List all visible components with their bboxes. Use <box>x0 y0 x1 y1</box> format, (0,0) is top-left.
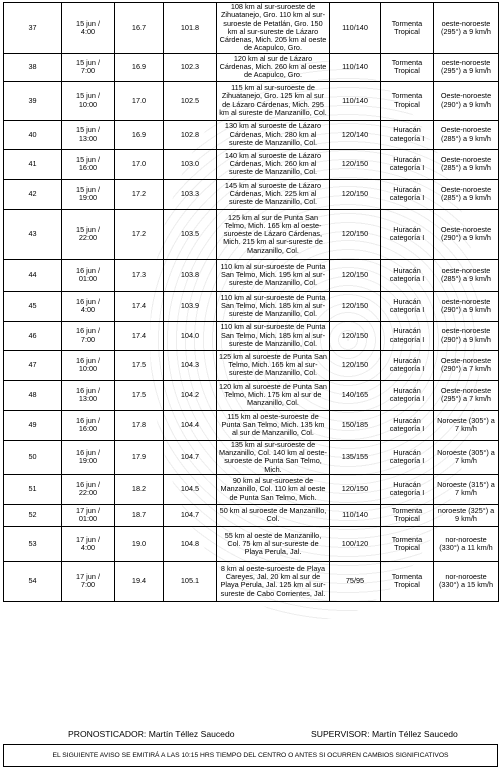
row-time: 22:00 <box>78 233 98 243</box>
row-movement: Oeste-noroeste (290°) a 9 km/h <box>434 81 499 120</box>
row-datetime <box>62 149 115 179</box>
row-movement: oeste-noroeste (295°) a 9 km/h <box>434 3 499 54</box>
advisory-table <box>3 2 499 602</box>
signature-line <box>3 726 498 743</box>
row-movement: nor-noroeste (330°) a 11 km/h <box>434 526 499 561</box>
row-classification: Tormenta Tropical <box>381 504 434 526</box>
row-location: 120 km al sur de Lázaro Cárdenas, Mich. 260 km al oeste de Acapulco, Gro. <box>217 53 330 81</box>
row-classification: Huracán categoría I <box>381 380 434 410</box>
row-longitude: 104.0 <box>164 321 217 350</box>
row-time: 4:00 <box>80 305 96 315</box>
row-movement: Noroeste (315°) a 7 km/h <box>434 474 499 504</box>
row-latitude: 17.2 <box>115 209 164 259</box>
row-date: 16 jun / <box>76 415 100 425</box>
row-latitude: 17.4 <box>115 321 164 350</box>
row-classification: Tormenta Tropical <box>381 53 434 81</box>
row-datetime <box>62 53 115 81</box>
row-wind: 110/140 <box>330 3 381 54</box>
forecaster-name: PRONOSTICADOR: Martín Téllez Saucedo <box>68 729 235 739</box>
row-movement: oeste-noroeste (290°) a 9 km/h <box>434 291 499 321</box>
row-location: 130 km al suroeste de Lázaro Cárdenas, Mich. 280 km al sureste de Manzanillo, Col. <box>217 120 330 149</box>
table-row <box>4 209 499 259</box>
row-time: 01:00 <box>78 514 98 524</box>
table-row <box>4 504 499 526</box>
row-datetime <box>62 120 115 149</box>
row-wind: 120/150 <box>330 259 381 291</box>
table-row <box>4 120 499 149</box>
row-movement: oeste-noroeste (290°) a 9 km/h <box>434 321 499 350</box>
row-time: 4:00 <box>80 542 96 552</box>
row-number: 48 <box>4 380 62 410</box>
row-date: 16 jun / <box>76 448 100 458</box>
row-wind: 120/150 <box>330 350 381 380</box>
row-latitude: 17.2 <box>115 179 164 209</box>
row-movement: Oeste-noroeste (285°) a 9 km/h <box>434 120 499 149</box>
row-latitude: 17.5 <box>115 380 164 410</box>
table-row <box>4 561 499 601</box>
row-date: 15 jun / <box>76 224 100 234</box>
row-classification: Huracán categoría I <box>381 321 434 350</box>
row-latitude: 17.9 <box>115 440 164 474</box>
advisory-rows <box>4 3 499 602</box>
row-longitude: 102.3 <box>164 53 217 81</box>
row-classification: Tormenta Tropical <box>381 526 434 561</box>
row-classification: Huracán categoría I <box>381 179 434 209</box>
row-latitude: 17.4 <box>115 291 164 321</box>
supervisor-name: SUPERVISOR: Martín Téllez Saucedo <box>311 729 458 739</box>
table-row <box>4 321 499 350</box>
row-classification: Tormenta Tropical <box>381 81 434 120</box>
row-time: 19:00 <box>78 193 98 203</box>
row-wind: 120/150 <box>330 149 381 179</box>
row-datetime <box>62 3 115 54</box>
row-location: 55 km al oeste de Manzanillo, Col. 75 km al sur-sureste de Playa Perula, Jal. <box>217 526 330 561</box>
row-wind: 120/150 <box>330 209 381 259</box>
table-row <box>4 291 499 321</box>
row-location: 120 km al suroeste de Punta San Telmo, Mich. 175 km al sur de Manzanillo, Col. <box>217 380 330 410</box>
row-longitude: 103.8 <box>164 259 217 291</box>
row-number: 52 <box>4 504 62 526</box>
row-longitude: 104.7 <box>164 504 217 526</box>
row-location: 50 km al suroeste de Manzanillo, Col. <box>217 504 330 526</box>
row-classification: Huracán categoría I <box>381 350 434 380</box>
row-wind: 135/155 <box>330 440 381 474</box>
row-date: 16 jun / <box>76 385 100 395</box>
row-classification: Huracán categoría I <box>381 120 434 149</box>
row-location: 115 km al oeste-suroeste de Punta San Telmo, Mich. 135 km al sur de Manzanillo, Col. <box>217 410 330 440</box>
row-movement: oeste-noroeste (295°) a 9 km/h <box>434 53 499 81</box>
row-date: 16 jun / <box>76 296 100 306</box>
row-latitude: 17.3 <box>115 259 164 291</box>
row-time: 22:00 <box>78 488 98 498</box>
row-longitude: 104.4 <box>164 410 217 440</box>
row-longitude: 104.3 <box>164 350 217 380</box>
row-latitude: 17.5 <box>115 350 164 380</box>
row-datetime <box>62 259 115 291</box>
table-row <box>4 526 499 561</box>
row-datetime <box>62 410 115 440</box>
row-time: 13:00 <box>78 394 98 404</box>
row-number: 49 <box>4 410 62 440</box>
row-number: 38 <box>4 53 62 81</box>
row-longitude: 104.7 <box>164 440 217 474</box>
row-date: 15 jun / <box>76 184 100 194</box>
row-latitude: 19.4 <box>115 561 164 601</box>
row-wind: 120/150 <box>330 321 381 350</box>
row-number: 37 <box>4 3 62 54</box>
row-latitude: 16.9 <box>115 53 164 81</box>
table-row <box>4 179 499 209</box>
row-location: 90 km al sur-suroeste de Manzanillo, Col. 110 km al oeste de Punta San Telmo, Mich. <box>217 474 330 504</box>
row-longitude: 105.1 <box>164 561 217 601</box>
row-date: 15 jun / <box>76 57 100 67</box>
row-time: 4:00 <box>80 26 96 36</box>
row-latitude: 18.7 <box>115 504 164 526</box>
row-date: 17 jun / <box>76 506 100 516</box>
row-date: 15 jun / <box>76 154 100 164</box>
table-row <box>4 53 499 81</box>
row-date: 16 jun / <box>76 265 100 275</box>
row-wind: 110/140 <box>330 504 381 526</box>
row-movement: Noroeste (305°) a 7 km/h <box>434 440 499 474</box>
row-wind: 120/150 <box>330 474 381 504</box>
row-datetime <box>62 474 115 504</box>
row-longitude: 103.3 <box>164 179 217 209</box>
row-wind: 140/165 <box>330 380 381 410</box>
row-location: 115 km al sur-suroeste de Zihuatanejo, Gro. 125 km al sur de Lázaro Cárdenas, Mich. 295 km al sureste de Manzanillo, Col. <box>217 81 330 120</box>
table-row <box>4 474 499 504</box>
row-classification: Huracán categoría I <box>381 259 434 291</box>
row-location: 8 km al oeste-suroeste de Playa Careyes, Jal. 20 km al sur de Playa Perula, Jal. 125 km al sur-sureste de Cabo Corrientes, Jal. <box>217 561 330 601</box>
row-classification: Huracán categoría I <box>381 474 434 504</box>
row-datetime <box>62 321 115 350</box>
row-datetime <box>62 526 115 561</box>
row-time: 10:00 <box>78 364 98 374</box>
table-row <box>4 350 499 380</box>
row-movement: Oeste-noroeste (285°) a 9 km/h <box>434 149 499 179</box>
row-number: 50 <box>4 440 62 474</box>
row-datetime <box>62 350 115 380</box>
row-longitude: 104.8 <box>164 526 217 561</box>
row-date: 15 jun / <box>76 125 100 135</box>
row-location: 135 km al sur-suroeste de Manzanillo, Col. 140 km al oeste-suroeste de Punta San Telmo, Mich. <box>217 440 330 474</box>
row-wind: 120/150 <box>330 291 381 321</box>
row-movement: nor-noroeste (330°) a 15 km/h <box>434 561 499 601</box>
row-datetime <box>62 291 115 321</box>
row-time: 7:00 <box>80 334 96 344</box>
row-date: 17 jun / <box>76 534 100 544</box>
row-number: 46 <box>4 321 62 350</box>
row-location: 108 km al sur-suroeste de Zihuatanejo, Gro. 110 km al sur-suroeste de Petatlán, Gro. 150 km al sur-sureste de Lázaro Cárdenas, Mich. 205 km al oeste de Acapulco, Gro. <box>217 3 330 54</box>
row-number: 40 <box>4 120 62 149</box>
row-number: 44 <box>4 259 62 291</box>
row-datetime <box>62 504 115 526</box>
row-latitude: 17.0 <box>115 149 164 179</box>
row-date: 17 jun / <box>76 572 100 582</box>
row-longitude: 102.8 <box>164 120 217 149</box>
row-number: 54 <box>4 561 62 601</box>
row-time: 16:00 <box>78 163 98 173</box>
row-date: 16 jun / <box>76 326 100 336</box>
row-classification: Tormenta Tropical <box>381 3 434 54</box>
row-time: 7:00 <box>80 580 96 590</box>
row-number: 47 <box>4 350 62 380</box>
row-location: 110 km al sur-suroeste de Punta San Telmo, Mich. 185 km al sur-sureste de Manzanillo, Col. <box>217 291 330 321</box>
row-wind: 120/150 <box>330 179 381 209</box>
row-location: 145 km al suroeste de Lázaro Cárdenas, Mich. 225 km al sureste de Manzanillo, Col. <box>217 179 330 209</box>
row-classification: Huracán categoría I <box>381 291 434 321</box>
row-time: 16:00 <box>78 424 98 434</box>
row-number: 53 <box>4 526 62 561</box>
row-latitude: 17.0 <box>115 81 164 120</box>
row-classification: Tormenta Tropical <box>381 561 434 601</box>
table-row <box>4 410 499 440</box>
row-latitude: 18.2 <box>115 474 164 504</box>
row-wind: 110/140 <box>330 81 381 120</box>
row-movement: Oeste-noroeste (290°) a 9 km/h <box>434 209 499 259</box>
row-classification: Huracán categoría I <box>381 440 434 474</box>
row-datetime <box>62 209 115 259</box>
row-latitude: 19.0 <box>115 526 164 561</box>
table-row <box>4 380 499 410</box>
row-datetime <box>62 81 115 120</box>
row-wind: 110/140 <box>330 53 381 81</box>
row-datetime <box>62 380 115 410</box>
row-longitude: 103.5 <box>164 209 217 259</box>
row-time: 7:00 <box>80 66 96 76</box>
row-time: 10:00 <box>78 99 98 109</box>
row-date: 15 jun / <box>76 18 100 28</box>
row-number: 51 <box>4 474 62 504</box>
row-latitude: 17.8 <box>115 410 164 440</box>
row-time: 01:00 <box>78 274 98 284</box>
row-wind: 120/140 <box>330 120 381 149</box>
row-longitude: 102.5 <box>164 81 217 120</box>
row-date: 16 jun / <box>76 480 100 490</box>
row-longitude: 103.9 <box>164 291 217 321</box>
row-location: 110 km al sur-suroeste de Punta San Telmo, Mich. 185 km al sur-sureste de Manzanillo, Col. <box>217 321 330 350</box>
row-longitude: 101.8 <box>164 3 217 54</box>
row-wind: 100/120 <box>330 526 381 561</box>
table-row <box>4 440 499 474</box>
row-number: 43 <box>4 209 62 259</box>
row-movement: Oeste-noroeste (295°) a 7 km/h <box>434 380 499 410</box>
row-classification: Huracán categoría I <box>381 410 434 440</box>
row-number: 41 <box>4 149 62 179</box>
row-time: 19:00 <box>78 456 98 466</box>
table-row <box>4 149 499 179</box>
table-row <box>4 3 499 54</box>
row-longitude: 104.5 <box>164 474 217 504</box>
row-movement: oeste-noroeste (285°) a 9 km/h <box>434 259 499 291</box>
row-wind: 150/185 <box>330 410 381 440</box>
row-longitude: 104.2 <box>164 380 217 410</box>
row-location: 140 km al suroeste de Lázaro Cárdenas, Mich. 260 km al sureste de Manzanillo, Col. <box>217 149 330 179</box>
row-classification: Huracán categoría I <box>381 149 434 179</box>
row-latitude: 16.7 <box>115 3 164 54</box>
table-row <box>4 259 499 291</box>
row-date: 15 jun / <box>76 91 100 101</box>
row-datetime <box>62 561 115 601</box>
row-location: 110 km al sur-suroeste de Punta San Telmo, Mich. 195 km al sur-sureste de Manzanillo, Col. <box>217 259 330 291</box>
row-movement: Oeste-noroeste (290°) a 7 km/h <box>434 350 499 380</box>
row-datetime <box>62 440 115 474</box>
row-movement: noroeste (325°) a 9 km/h <box>434 504 499 526</box>
table-row <box>4 81 499 120</box>
next-advisory-notice: EL SIGUIENTE AVISO SE EMITIRÁ A LAS 10:15 HRS TIEMPO DEL CENTRO O ANTES SI OCURREN CAMBIOS SIGNIFICATIVOS <box>3 744 498 767</box>
row-wind: 75/95 <box>330 561 381 601</box>
row-date: 16 jun / <box>76 355 100 365</box>
row-datetime <box>62 179 115 209</box>
row-longitude: 103.0 <box>164 149 217 179</box>
row-number: 45 <box>4 291 62 321</box>
row-latitude: 16.9 <box>115 120 164 149</box>
row-location: 125 km al sur de Punta San Telmo, Mich. 165 km al oeste-suroeste de Lázaro Cárdenas, Mich. 215 km al sur-sureste de Manzanillo, Col. <box>217 209 330 259</box>
row-time: 13:00 <box>78 133 98 143</box>
row-movement: Noroeste (305°) a 7 km/h <box>434 410 499 440</box>
row-classification: Huracán categoría I <box>381 209 434 259</box>
row-location: 125 km al suroeste de Punta San Telmo, Mich. 165 km al sur-sureste de Manzanillo, Col. <box>217 350 330 380</box>
row-number: 42 <box>4 179 62 209</box>
row-movement: Oeste-noroeste (285°) a 9 km/h <box>434 179 499 209</box>
row-number: 39 <box>4 81 62 120</box>
